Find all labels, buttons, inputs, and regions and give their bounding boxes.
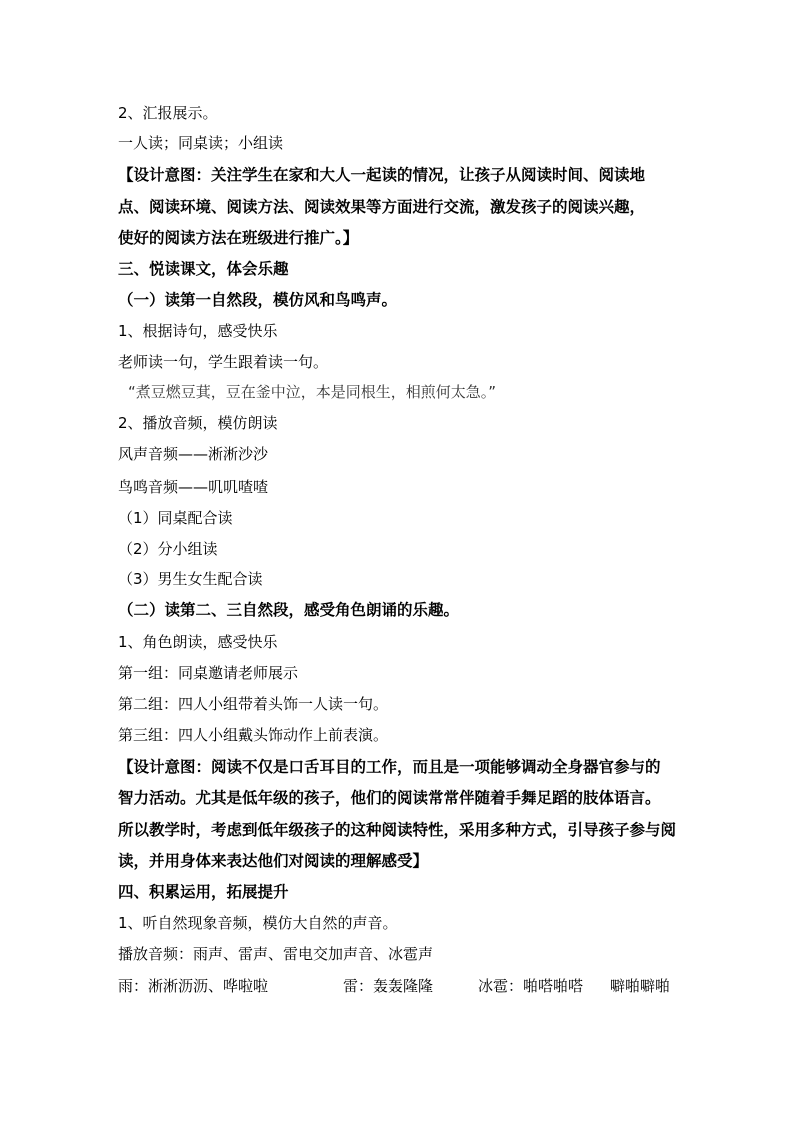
line-18: 1、角色朗读，感受快乐 [118, 633, 278, 651]
sounds-row [118, 976, 678, 996]
design-intent-2-line-1: 【设计意图：阅读不仅是口舌耳目的工作，而且是一项能够调动全身器官参与的 [118, 758, 661, 776]
line-15: （2）分小组读 [118, 540, 218, 558]
section-four-heading: 四、积累运用，拓展提升 [118, 883, 289, 901]
line-9: 老师读一句，学生跟着读一句。 [118, 353, 329, 371]
line-20: 第二组：四人小组带着头饰一人读一句。 [118, 695, 389, 713]
line-27: 1、听自然现象音频，模仿大自然的声音。 [118, 914, 398, 932]
line-12: 风声音频——淅淅沙沙 [118, 445, 269, 463]
line-8: 1、根据诗句，感受快乐 [118, 322, 278, 340]
subsection-one-heading: （一）读第一自然段，模仿风和鸟鸣声。 [118, 291, 398, 309]
line-28: 播放音频：雨声、雷声、雷电交加声音、冰雹声 [118, 945, 434, 963]
line-14: （1）同桌配合读 [118, 509, 233, 527]
design-intent-2-line-2: 智力活动。尤其是低年级的孩子，他们的阅读常常伴随着手舞足蹈的肢体语言。 [118, 789, 661, 807]
hail-sound: 冰雹：啪嗒啪嗒 [478, 977, 584, 995]
design-intent-1-line-3: 使好的阅读方法在班级进行推广。】 [118, 229, 359, 247]
subsection-two-heading: （二）读第二、三自然段，感受角色朗诵的乐趣。 [118, 601, 460, 619]
section-three-heading: 三、悦读课文，体会乐趣 [118, 260, 289, 278]
line-2: 一人读；同桌读；小组读 [118, 134, 284, 152]
design-intent-2-line-3: 所以教学时，考虑到低年级孩子的这种阅读特性，采用多种方式，引导孩子参与阅 [118, 821, 677, 839]
line-11: 2、播放音频，模仿朗读 [118, 414, 278, 432]
poem-quote: “煮豆燃豆萁，豆在釜中泣，本是同根生，相煎何太急。” [128, 383, 497, 401]
line-21: 第三组：四人小组戴头饰动作上前表演。 [118, 726, 389, 744]
line-1: 2、汇报展示。 [118, 104, 218, 122]
line-19: 第一组：同桌邀请老师展示 [118, 664, 299, 682]
rain-sound: 雨：淅淅沥沥、哗啦啦 [118, 977, 269, 995]
thunder-sound: 雷：轰轰隆隆 [343, 977, 434, 995]
line-13: 鸟鸣音频——叽叽喳喳 [118, 478, 269, 496]
design-intent-1-line-1: 【设计意图：关注学生在家和大人一起读的情况，让孩子从阅读时间、阅读地 [118, 166, 646, 184]
line-16: （3）男生女生配合读 [118, 570, 263, 588]
design-intent-2-line-4: 读，并用身体来表达他们对阅读的理解感受】 [118, 852, 429, 870]
hail-sound-2: 噼啪噼啪 [610, 977, 671, 995]
design-intent-1-line-2: 点、阅读环境、阅读方法、阅读效果等方面进行交流，激发孩子的阅读兴趣， [118, 198, 646, 216]
